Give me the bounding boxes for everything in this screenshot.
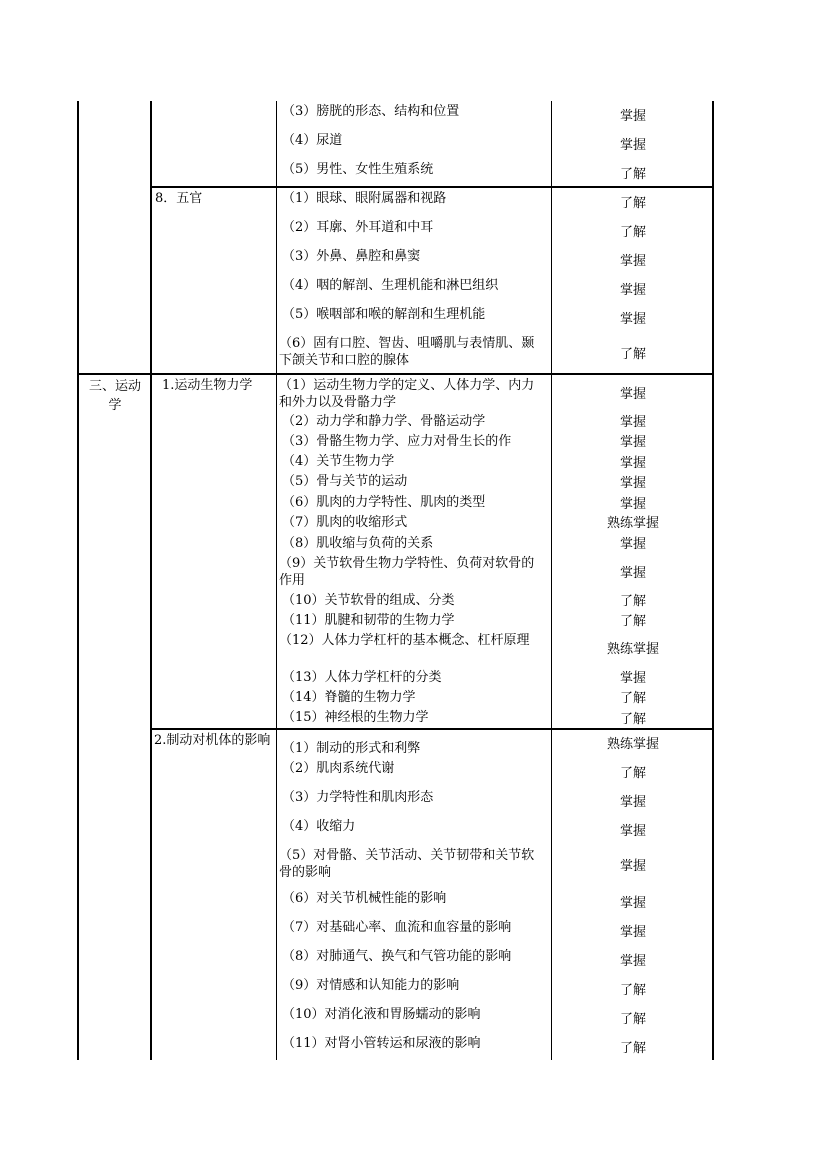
content-cell: （14）脊髓的生物力学	[282, 690, 416, 705]
content-cell: （5）喉咽部和喉的解剖和生理机能	[282, 307, 486, 322]
row-divider-immob	[151, 728, 713, 730]
level-cell: 掌握	[619, 954, 646, 969]
table-border-col3	[276, 101, 277, 1060]
content-cell: （3）膀胱的形态、结构和位置	[282, 104, 460, 119]
level-cell: 了解	[619, 691, 646, 706]
row-divider-section3	[78, 373, 713, 375]
content-cell: （9）关节软骨生物力学特性、负荷对软骨的作用	[279, 556, 535, 588]
table-border-left	[77, 101, 79, 1060]
unit-title: 2.制动对机体的影响	[154, 733, 271, 748]
row-divider-wuguan	[151, 186, 713, 188]
content-cell: （3）骨骼生物力学、应力对骨生长的作	[282, 434, 512, 449]
content-cell: （3）力学特性和肌肉形态	[282, 790, 434, 805]
level-cell: 熟练掌握	[606, 516, 659, 531]
content-cell: （13）人体力学杠杆的分类	[282, 670, 442, 685]
level-cell: 掌握	[619, 109, 646, 124]
unit-title: 8．五官	[155, 191, 203, 206]
level-cell: 掌握	[619, 497, 646, 512]
content-cell: （15）神经根的生物力学	[282, 710, 429, 725]
content-cell: （6）肌肉的力学特性、肌肉的类型	[282, 495, 486, 510]
level-cell: 了解	[619, 594, 646, 609]
content-cell: （12）人体力学杠杆的基本概念、杠杆原理	[279, 633, 530, 648]
level-cell: 掌握	[619, 824, 646, 839]
level-cell: 熟练掌握	[606, 737, 659, 752]
content-cell: （1）制动的形式和利弊	[282, 741, 421, 756]
level-cell: 掌握	[619, 795, 646, 810]
table-border-col4	[551, 101, 552, 1060]
content-cell: （8）肌收缩与负荷的关系	[282, 536, 434, 551]
level-cell: 了解	[619, 347, 646, 362]
content-cell: （6）固有口腔、智齿、咀嚼肌与表情肌、颞下颌关节和口腔的腺体	[279, 336, 535, 368]
content-cell: （11）肌腱和韧带的生物力学	[282, 613, 455, 628]
level-cell: 掌握	[619, 138, 646, 153]
content-cell: （4）关节生物力学	[282, 454, 395, 469]
content-cell: （2）肌肉系统代谢	[282, 761, 395, 776]
level-cell: 了解	[619, 225, 646, 240]
level-cell: 了解	[619, 167, 646, 182]
content-cell: （11）对肾小管转运和尿液的影响	[282, 1036, 481, 1051]
section-title: 三、运动学	[88, 379, 141, 413]
level-cell: 掌握	[619, 476, 646, 491]
level-cell: 掌握	[619, 456, 646, 471]
level-cell: 了解	[619, 614, 646, 629]
level-cell: 了解	[619, 766, 646, 781]
content-cell: （7）肌肉的收缩形式	[282, 515, 408, 530]
content-cell: （10）关节软骨的组成、分类	[282, 593, 455, 608]
level-cell: 掌握	[619, 387, 646, 402]
level-cell: 了解	[619, 196, 646, 211]
unit-title: 1.运动生物力学	[162, 378, 253, 393]
content-cell: （1）运动生物力学的定义、人体力学、内力和外力以及骨骼力学	[279, 378, 535, 410]
level-cell: 掌握	[619, 254, 646, 269]
content-cell: （4）尿道	[282, 133, 343, 148]
content-cell: （9）对情感和认知能力的影响	[282, 978, 460, 993]
level-cell: 掌握	[619, 283, 646, 298]
content-cell: （6）对关节机械性能的影响	[282, 891, 447, 906]
level-cell: 掌握	[619, 671, 646, 686]
level-cell: 掌握	[619, 537, 646, 552]
level-cell: 掌握	[619, 896, 646, 911]
content-cell: （1）眼球、眼附属器和视路	[282, 191, 447, 206]
content-cell: （7）对基础心率、血流和血容量的影响	[282, 920, 512, 935]
content-cell: （4）收缩力	[282, 819, 356, 834]
content-cell: （5）骨与关节的运动	[282, 474, 408, 489]
content-cell: （5）男性、女性生殖系统	[282, 162, 434, 177]
level-cell: 掌握	[619, 925, 646, 940]
level-cell: 了解	[619, 1012, 646, 1027]
content-cell: （10）对消化液和胃肠蠕动的影响	[282, 1007, 481, 1022]
content-cell: （4）咽的解剖、生理机能和淋巴组织	[282, 278, 499, 293]
content-cell: （5）对骨骼、关节活动、关节韧带和关节软骨的影响	[279, 848, 535, 880]
table-border-col2	[150, 101, 152, 1060]
level-cell: 掌握	[619, 859, 646, 874]
level-cell: 了解	[619, 712, 646, 727]
content-cell: （2）动力学和静力学、骨骼运动学	[282, 414, 486, 429]
level-cell: 掌握	[619, 566, 646, 581]
content-cell: （3）外鼻、鼻腔和鼻窦	[282, 249, 421, 264]
level-cell: 了解	[619, 983, 646, 998]
level-cell: 掌握	[619, 435, 646, 450]
level-cell: 熟练掌握	[606, 642, 659, 657]
level-cell: 掌握	[619, 312, 646, 327]
level-cell: 了解	[619, 1041, 646, 1056]
content-cell: （2）耳廓、外耳道和中耳	[282, 220, 434, 235]
level-cell: 掌握	[619, 415, 646, 430]
content-cell: （8）对肺通气、换气和气管功能的影响	[282, 949, 512, 964]
